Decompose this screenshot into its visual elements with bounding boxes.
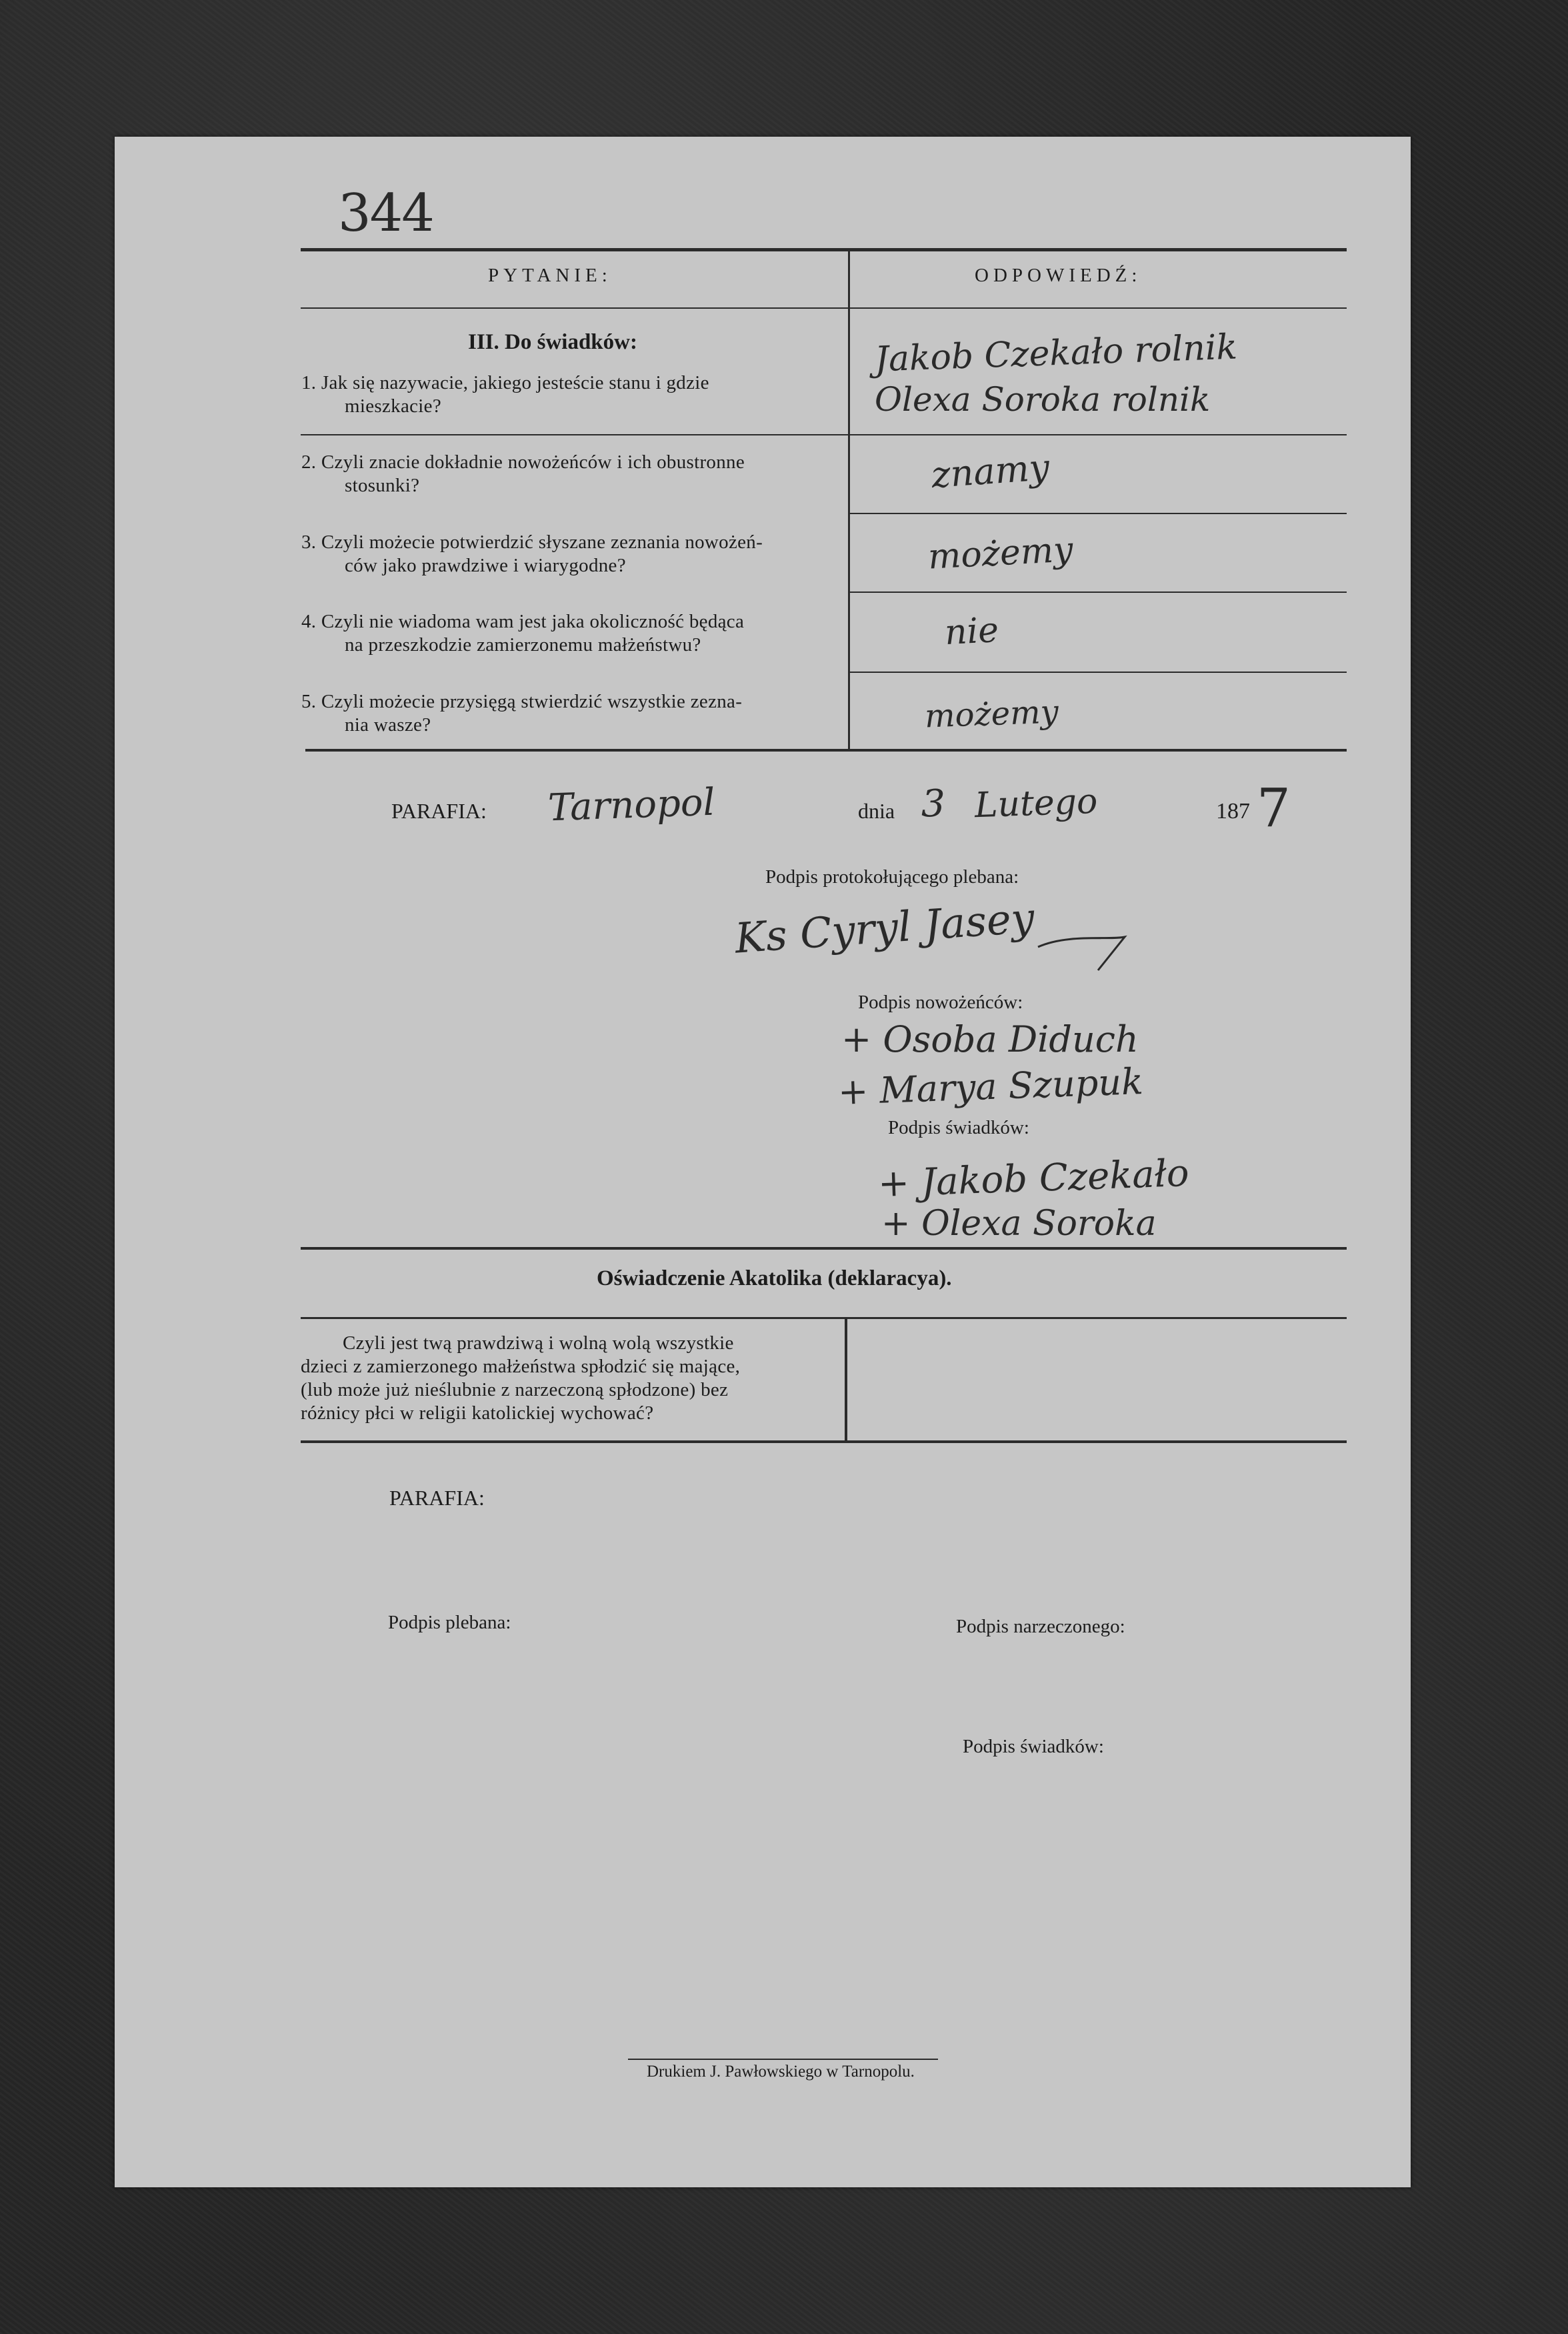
- lower-witnesses-signature-label: Podpis świadków:: [963, 1736, 1104, 1757]
- column-divider: [848, 251, 850, 750]
- declaration-top-rule: [301, 1247, 1347, 1250]
- question-3-line2: ców jako prawdziwe i wiarygodne?: [345, 555, 626, 576]
- row-rule-1: [301, 434, 1347, 435]
- document-sheet: [115, 137, 1411, 2187]
- section-title: III. Do świadków:: [468, 330, 637, 354]
- parish-name: Tarnopol: [547, 780, 716, 830]
- question-1-line1: 1. Jak się nazywacie, jakiego jesteście stanu i gdzie: [301, 372, 709, 393]
- answer-2: znamy: [930, 445, 1051, 497]
- date-day: 3: [921, 782, 945, 826]
- declaration-bottom-rule: [301, 1440, 1347, 1443]
- witnesses-signature-label: Podpis świadków:: [888, 1117, 1029, 1138]
- date-day-label: dnia: [858, 799, 895, 823]
- declaration-line-4: różnicy płci w religii katolickiej wychować?: [301, 1402, 654, 1424]
- answer-5: możemy: [924, 693, 1059, 736]
- table-bottom-rule: [305, 749, 1347, 752]
- newlyweds-signature-label: Podpis nowożeńców:: [858, 992, 1023, 1013]
- table-top-rule: [301, 248, 1347, 251]
- witness-signature-2: + Olexa Sorokа: [881, 1204, 1157, 1244]
- question-column-header: PYTANIE:: [488, 265, 612, 286]
- declaration-line-2: dzieci z zamierzonego małżeństwa spłodzić się mające,: [301, 1356, 741, 1377]
- year-printed: 187: [1216, 799, 1250, 824]
- declaration-header-rule: [301, 1317, 1347, 1319]
- declaration-column-divider: [845, 1317, 847, 1442]
- answer-4: nie: [943, 610, 1000, 654]
- header-bottom-rule: [301, 307, 1347, 309]
- declaration-line-1: Czyli jest twą prawdziwą i wolną wolą wszystkie: [343, 1332, 734, 1354]
- question-2-line1: 2. Czyli znacie dokładnie nowożeńców i ich obustronne: [301, 451, 745, 473]
- newlywed-signature-1: + Osoba Diduch: [841, 1018, 1139, 1060]
- row-rule-2: [850, 513, 1347, 514]
- year-written: 7: [1257, 777, 1291, 839]
- newlywed-signature-2: + Marya Szupuk: [837, 1060, 1144, 1113]
- priest-signature-flourish: [1035, 920, 1128, 974]
- question-1-line2: mieszkacie?: [345, 395, 441, 417]
- lower-parafia-label: PARAFIA:: [389, 1486, 485, 1510]
- question-2-line2: stosunki?: [345, 475, 420, 496]
- question-5-line1: 5. Czyli możecie przysięgą stwierdzić wszystkie zezna-: [301, 691, 743, 712]
- date-month: Lutego: [974, 781, 1099, 826]
- lower-priest-signature-label: Podpis plebana:: [388, 1612, 511, 1633]
- declaration-line-3: (lub może już nieślubnie z narzeczoną spłodzone) bez: [301, 1379, 729, 1400]
- folio-number: 344: [338, 183, 433, 243]
- printer-imprint: Drukiem J. Pawłowskiego w Tarnopolu.: [647, 2063, 915, 2081]
- groom-signature-label: Podpis narzeczonego:: [956, 1616, 1125, 1637]
- parafia-label: PARAFIA:: [391, 799, 487, 823]
- answer-column-header: ODPOWIEDŹ:: [975, 265, 1142, 286]
- priest-signature-label: Podpis protokołującego plebana:: [765, 866, 1019, 888]
- witness-signature-1: + Jakob Czekało: [877, 1151, 1190, 1206]
- question-3-line1: 3. Czyli możecie potwierdzić słyszane zeznania nowożeń-: [301, 531, 763, 553]
- printer-rule: [628, 2059, 938, 2060]
- answer-1-line1: Jakob Czekało rolnik: [874, 327, 1238, 380]
- priest-signature: Ks Cyryl Jasey: [733, 893, 1036, 963]
- row-rule-4: [850, 672, 1347, 673]
- question-4-line2: na przeszkodzie zamierzonemu małżeństwu?: [345, 634, 701, 656]
- question-5-line2: nia wasze?: [345, 714, 431, 736]
- question-4-line1: 4. Czyli nie wiadoma wam jest jaka okoliczność będąca: [301, 611, 745, 632]
- row-rule-3: [850, 592, 1347, 593]
- declaration-title: Oświadczenie Akatolika (deklaracya).: [597, 1266, 952, 1290]
- answer-3: możemy: [927, 529, 1074, 577]
- answer-1-line2: Olexa Sorokа rolnik: [875, 380, 1211, 419]
